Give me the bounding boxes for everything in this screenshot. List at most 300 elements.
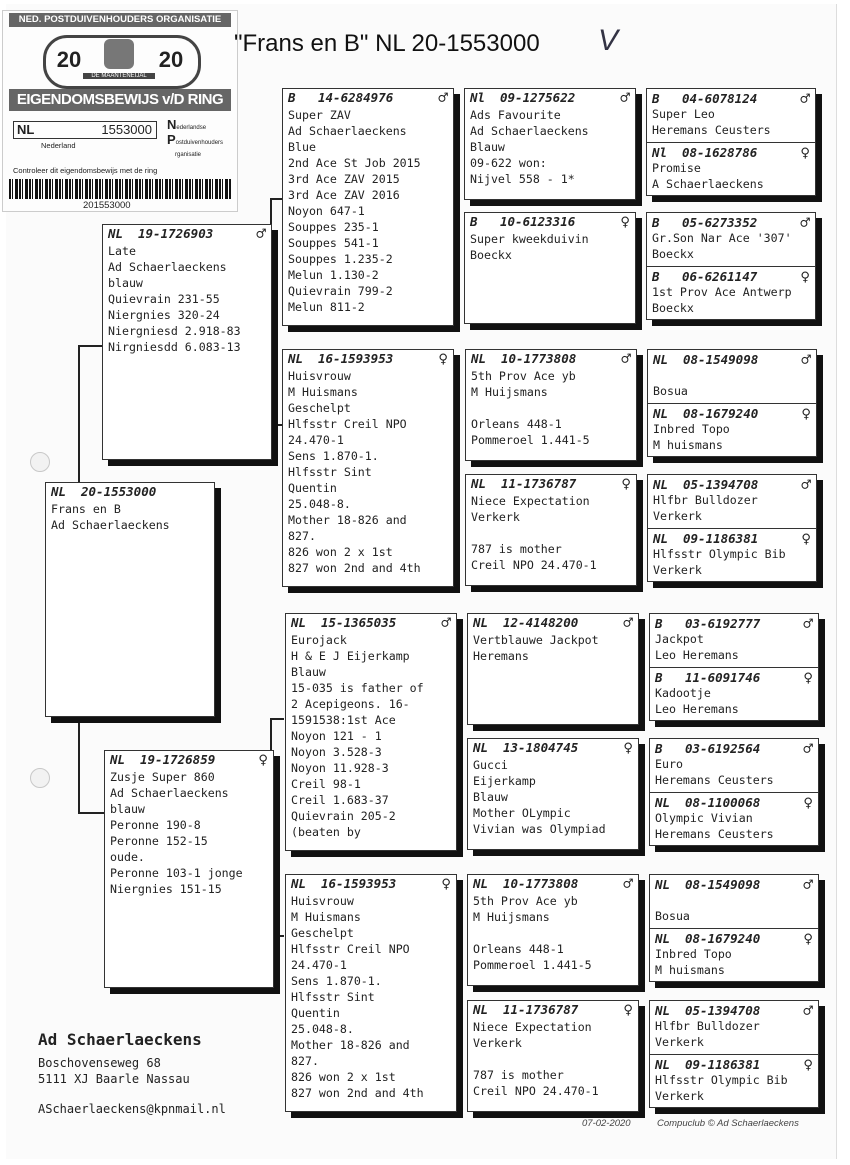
pigeon-detail-line: 1st Prov Ace Antwerp	[652, 285, 792, 299]
female-symbol-icon: ♀	[623, 1000, 633, 1019]
pigeon-detail-line: Jackpot	[655, 632, 704, 646]
pigeon-detail-line: Hlfsstr Creil NPO	[288, 417, 407, 431]
pigeon-card-g4b[interactable]	[648, 528, 816, 579]
pigeon-detail-line: Gr.Son Nar Ace '307'	[652, 231, 792, 245]
pigeon-pair-card[interactable]	[646, 88, 816, 196]
pigeon-pair-card[interactable]	[649, 1000, 819, 1108]
pigeon-detail-line: Hlfbr Bulldozer	[653, 493, 758, 507]
pigeon-detail-line: Niece Expectation	[471, 494, 590, 508]
pigeon-header	[653, 350, 811, 368]
pigeon-header	[470, 213, 630, 231]
female-symbol-icon: ♀	[803, 792, 813, 812]
label-year-left: 20	[56, 47, 82, 72]
lion-emblem-icon	[104, 39, 134, 69]
pigeon-header	[288, 350, 448, 368]
pigeon-header	[473, 875, 633, 893]
pigeon-detail-line: Ad Schaerlaeckens	[51, 518, 170, 532]
ring-number: 14-6284976	[318, 90, 394, 105]
ring-number: 11-6091746	[685, 669, 761, 685]
country-code: NL	[473, 740, 489, 755]
pigeon-detail-line	[473, 1051, 633, 1067]
pigeon-detail-line: Euro	[655, 757, 683, 771]
pigeon-header	[655, 793, 813, 811]
ring-number: 05-1394708	[683, 476, 759, 492]
pigeon-detail-line: Souppes 1.235-2	[288, 252, 393, 266]
pigeon-detail-line: Eurojack	[291, 633, 347, 647]
pigeon-detail-line: Blue	[288, 140, 316, 154]
ring-ownership-label	[2, 10, 238, 212]
pigeon-card-g3a[interactable]	[648, 350, 816, 400]
country-code: NL	[288, 351, 304, 366]
pigeon-detail-line: Huisvrouw	[291, 894, 354, 908]
pigeon-detail-line: Quievrain 205-2	[291, 809, 396, 823]
pigeon-header	[110, 751, 268, 769]
male-symbol-icon: ♂	[803, 1000, 813, 1020]
pigeon-card-dsd[interactable]	[467, 738, 639, 850]
pigeon-header	[655, 614, 813, 632]
pigeon-detail-line: Creil NPO 24.470-1	[471, 558, 597, 572]
male-symbol-icon: ♂	[800, 212, 810, 232]
pigeon-header	[473, 1001, 633, 1019]
pigeon-detail-line	[473, 925, 633, 941]
pigeon-detail-line: Orleans 448-1	[473, 942, 564, 956]
pigeon-detail-line: Heremans Ceusters	[652, 123, 771, 137]
pigeon-detail-line: Zusje Super 860	[110, 770, 215, 784]
ring-number: 10-6123316	[500, 214, 576, 229]
owner-street: Boschovenseweg 68	[38, 1056, 161, 1070]
pigeon-detail-line: Heremans Ceusters	[655, 827, 774, 841]
pigeon-pair-card[interactable]	[647, 474, 817, 582]
connector-line	[78, 345, 80, 485]
male-symbol-icon: ♂	[623, 874, 633, 893]
pigeon-detail-line: 2 Acepigeons. 16-	[291, 697, 410, 711]
female-symbol-icon: ♀	[803, 928, 813, 948]
pigeon-detail-line: Blauw	[470, 140, 505, 154]
pigeon-detail-line: Heremans Ceusters	[655, 773, 774, 787]
pigeon-detail-line: 827 won 2nd and 4th	[291, 1086, 424, 1100]
country-code: NL	[51, 484, 67, 499]
pigeon-detail-line: Sens 1.870-1.	[291, 974, 382, 988]
pigeon-header	[655, 668, 813, 686]
male-symbol-icon: ♂	[623, 613, 633, 632]
connector-line	[270, 718, 284, 720]
pigeon-header	[653, 529, 811, 547]
label-year-right: 20	[158, 47, 184, 72]
pigeon-detail-line: 787 is mother	[471, 542, 562, 556]
punch-hole	[30, 452, 50, 472]
pigeon-card-g2a[interactable]	[647, 213, 815, 263]
country-code: B	[652, 268, 660, 284]
country-code: B	[470, 214, 478, 229]
pigeon-detail-line: Noyon 3.528-3	[291, 745, 382, 759]
pigeon-header	[471, 475, 631, 493]
female-symbol-icon: ♀	[620, 212, 630, 231]
pigeon-card-g7a[interactable]	[650, 875, 818, 925]
pigeon-detail-line: Niergnies 151-15	[110, 882, 222, 896]
ring-number: 09-1186381	[685, 1056, 761, 1072]
pigeon-detail-line: Quievrain 231-55	[108, 292, 220, 306]
connector-line	[78, 718, 80, 813]
owner-block	[38, 1030, 226, 1117]
pigeon-card-g1b[interactable]	[647, 142, 815, 193]
pigeon-detail-line: Blauw	[291, 665, 326, 679]
pigeon-detail-line: Olympic Vivian	[655, 811, 753, 825]
country-code: B	[655, 740, 663, 756]
pigeon-detail-line	[471, 400, 631, 416]
ring-number: 16-1593953	[318, 351, 394, 366]
ring-number: 08-1679240	[683, 405, 759, 421]
pigeon-detail-line: Frans en B	[51, 502, 121, 516]
pigeon-detail-line: oude.	[110, 850, 145, 864]
pigeon-detail-line: Boeckx	[652, 247, 694, 261]
pigeon-detail-line: Pommeroel 1.441-5	[471, 433, 590, 447]
pigeon-detail-line: Hlfsstr Sint	[288, 465, 372, 479]
pigeon-card-dam[interactable]	[104, 750, 274, 988]
pigeon-detail-line: Vivian was Olympiad	[473, 822, 606, 836]
owner-email[interactable]: ASchaerlaeckens@kpnmail.nl	[38, 1102, 226, 1116]
pigeon-header	[653, 475, 811, 493]
country-code: B	[655, 669, 663, 685]
pigeon-card-ssd[interactable]	[464, 212, 636, 324]
pigeon-detail-line: 3rd Ace ZAV 2015	[288, 172, 400, 186]
pigeon-detail-line: Super Leo	[652, 107, 715, 121]
pigeon-detail-line: (beaten by	[291, 825, 361, 839]
pigeon-detail-line: Blauw	[473, 790, 508, 804]
female-symbol-icon: ♀	[438, 349, 448, 368]
pigeon-detail-line: Promise	[652, 161, 701, 175]
pigeon-header	[291, 875, 451, 893]
male-symbol-icon: ♂	[441, 613, 451, 632]
pigeon-header	[652, 267, 810, 285]
ring-number: 11-1736787	[503, 1002, 579, 1017]
female-symbol-icon: ♀	[258, 750, 268, 769]
page-title: "Frans en B" NL 20-1553000	[234, 30, 540, 57]
pigeon-card-g4a[interactable]	[648, 475, 816, 525]
pigeon-detail-line: Boeckx	[470, 248, 512, 262]
pigeon-card-dss[interactable]	[467, 613, 639, 725]
pigeon-detail-line: Hlfsstr Olympic Bib	[655, 1073, 788, 1087]
pigeon-detail-line: Ad Schaerlaeckens	[470, 124, 589, 138]
pigeon-card-g8b[interactable]	[650, 1054, 818, 1105]
pigeon-card-g5a[interactable]	[650, 614, 818, 664]
pigeon-pair-card[interactable]	[649, 613, 819, 721]
pigeon-detail-line: Peronne 190-8	[110, 818, 201, 832]
ring-number: 08-1549098	[685, 876, 761, 892]
country-code: B	[652, 214, 660, 230]
pigeon-detail-line: Verkerk	[653, 509, 702, 523]
pigeon-detail-line: 3rd Ace ZAV 2016	[288, 188, 400, 202]
pigeon-detail-line	[655, 893, 813, 909]
pigeon-detail-line: Peronne 103-1 jonge	[110, 866, 243, 880]
pigeon-detail-line: 826 won 2 x 1st	[291, 1070, 396, 1084]
male-symbol-icon: ♂	[803, 613, 813, 633]
pigeon-detail-line: Niergnies 320-24	[108, 308, 220, 322]
ring-number: 09-1275622	[500, 90, 576, 105]
pigeon-detail-line: Eijerkamp	[473, 774, 536, 788]
pigeon-detail-line: Bosua	[653, 384, 688, 398]
pigeon-detail-line: 25.048-8.	[291, 1022, 354, 1036]
pigeon-card-sdd[interactable]	[465, 474, 637, 586]
pigeon-header	[655, 739, 813, 757]
pigeon-detail-line: Hlfsstr Creil NPO	[291, 942, 410, 956]
pigeon-card-subject[interactable]	[45, 482, 215, 717]
pigeon-detail-line: Pommeroel 1.441-5	[473, 958, 592, 972]
ring-number: 10-1773808	[501, 351, 577, 366]
ring-number: 03-6192564	[685, 740, 761, 756]
ring-number: 13-1804745	[503, 740, 579, 755]
male-symbol-icon: ♂	[801, 474, 811, 494]
pigeon-detail-line: A Schaerlaeckens	[652, 177, 764, 191]
pigeon-detail-line: Souppes 235-1	[288, 220, 379, 234]
pigeon-detail-line: blauw	[108, 276, 143, 290]
pigeon-detail-line: H & E J Eijerkamp	[291, 649, 410, 663]
ring-number: 08-1628786	[682, 144, 758, 160]
pigeon-detail-line: Noyon 121 - 1	[291, 729, 382, 743]
ring-number: 05-1394708	[685, 1002, 761, 1018]
country-code: B	[655, 615, 663, 631]
pigeon-header	[51, 483, 209, 501]
pigeon-detail-line	[471, 525, 631, 541]
pigeon-header	[655, 929, 813, 947]
pigeon-detail-line: Orleans 448-1	[471, 417, 562, 431]
connector-line	[78, 812, 104, 814]
pigeon-card-g2b[interactable]	[647, 266, 815, 317]
connector-line	[78, 345, 102, 347]
pigeon-detail-line: Nirgniesdd 6.083-13	[108, 340, 241, 354]
female-symbol-icon: ♀	[800, 142, 810, 162]
pigeon-detail-line: blauw	[110, 802, 145, 816]
pigeon-detail-line: 09-622 won:	[470, 156, 547, 170]
label-nederland: Nederland	[41, 141, 76, 150]
pigeon-detail-line: M huismans	[655, 963, 725, 977]
pigeon-header	[652, 213, 810, 231]
pigeon-detail-line: Mother 18-826 and	[288, 513, 407, 527]
pigeon-card-g6b[interactable]	[650, 792, 818, 843]
pigeon-detail-line: Creil NPO 24.470-1	[473, 1084, 599, 1098]
pigeon-detail-line: Verkerk	[471, 510, 520, 524]
pigeon-detail-line: Mother 18-826 and	[291, 1038, 410, 1052]
pigeon-card-dds[interactable]	[467, 874, 639, 986]
owner-city: 5111 XJ Baarle Nassau	[38, 1072, 190, 1086]
ring-number: 06-6261147	[682, 268, 758, 284]
label-number: 1553000	[101, 122, 152, 137]
label-npo-letters: Nederlandse Postduivenhouders rganisatie	[167, 117, 224, 158]
pigeon-detail-line: Noyon 647-1	[288, 204, 365, 218]
owner-name: Ad Schaerlaeckens	[38, 1030, 202, 1049]
pigeon-header	[473, 614, 633, 632]
label-org: NED. POSTDUIVENHOUDERS ORGANISATIE	[9, 13, 231, 27]
ring-number: 05-6273352	[682, 214, 758, 230]
label-control: Controleer dit eigendomsbewijs met de ring	[13, 166, 158, 175]
pigeon-card-sire[interactable]	[102, 224, 272, 460]
pigeon-detail-line: 15-035 is father of	[291, 681, 424, 695]
ring-number: 03-6192777	[685, 615, 761, 631]
pigeon-detail-line: 25.048-8.	[288, 497, 351, 511]
ring-number: 04-6078124	[682, 90, 758, 106]
ring-number: 09-1186381	[683, 530, 759, 546]
pigeon-card-g8a[interactable]	[650, 1001, 818, 1051]
pigeon-detail-line: Melun 1.130-2	[288, 268, 379, 282]
pigeon-detail-line: Nijvel 558 - 1*	[470, 172, 575, 186]
country-code: NL	[110, 752, 126, 767]
pigeon-detail-line: Quentin	[288, 481, 337, 495]
pigeon-detail-line: 827.	[291, 1054, 319, 1068]
label-ring: EIGENDOMSBEWIJS v/D RING	[9, 89, 231, 111]
pigeon-card-sire-sire[interactable]	[282, 88, 454, 326]
check-mark: V	[598, 24, 619, 57]
pigeon-detail-line: M huismans	[653, 438, 723, 452]
pigeon-header	[473, 739, 633, 757]
pigeon-detail-line: M Huijsmans	[473, 910, 550, 924]
male-symbol-icon: ♂	[438, 88, 448, 107]
pigeon-header	[470, 89, 630, 107]
pigeon-detail-line: Kadootje	[655, 686, 711, 700]
pigeon-detail-line: Melun 811-2	[288, 300, 365, 314]
country-code: NL	[653, 476, 669, 492]
male-symbol-icon: ♂	[800, 88, 810, 108]
pigeon-detail-line: Leo Heremans	[655, 648, 739, 662]
pigeon-detail-line: Geschelpt	[288, 401, 351, 415]
pigeon-detail-line: 24.470-1	[288, 433, 344, 447]
barcode	[9, 179, 231, 199]
label-country: NL	[17, 122, 35, 137]
pigeon-header	[655, 1055, 813, 1073]
country-code: NL	[471, 476, 487, 491]
pigeon-header	[471, 350, 631, 368]
female-symbol-icon: ♀	[801, 528, 811, 548]
pigeon-card-g3b[interactable]	[648, 403, 816, 454]
ring-number: 15-1365035	[321, 615, 397, 630]
pigeon-card-sire-dam[interactable]	[282, 349, 454, 587]
pigeon-header	[288, 89, 448, 107]
pigeon-detail-line: M Huismans	[291, 910, 361, 924]
ring-number: 10-1773808	[503, 876, 579, 891]
pigeon-detail-line: Hlfsstr Sint	[291, 990, 375, 1004]
pigeon-detail-line: Inbred Topo	[653, 422, 730, 436]
pigeon-detail-line: 1591538:1st Ace	[291, 713, 396, 727]
pigeon-detail-line: Verkerk	[655, 1035, 704, 1049]
pigeon-detail-line: Late	[108, 244, 136, 258]
country-code: NL	[655, 794, 671, 810]
pigeon-detail-line: Ad Schaerlaeckens	[288, 124, 407, 138]
pigeon-card-g5b[interactable]	[650, 667, 818, 718]
pigeon-detail-line: Hlfbr Bulldozer	[655, 1019, 760, 1033]
country-code: NL	[473, 615, 489, 630]
country-code: NL	[473, 876, 489, 891]
ring-number: 20-1553000	[81, 484, 157, 499]
pigeon-header	[655, 1001, 813, 1019]
ring-number: 08-1100068	[685, 794, 761, 810]
pigeon-detail-line	[653, 368, 811, 384]
country-code: NL	[653, 351, 669, 367]
ring-number: 12-4148200	[503, 615, 579, 630]
pigeon-header	[291, 614, 451, 632]
pigeon-header	[652, 143, 810, 161]
pigeon-detail-line: Quentin	[291, 1006, 340, 1020]
pigeon-detail-line: Creil 1.683-37	[291, 793, 389, 807]
pigeon-detail-line: Super kweekduivin	[470, 232, 589, 246]
country-code: NL	[473, 1002, 489, 1017]
pigeon-card-g6a[interactable]	[650, 739, 818, 789]
footer-credit: Compuclub © Ad Schaerlaeckens	[657, 1118, 799, 1129]
pigeon-detail-line: Niergniesd 2.918-83	[108, 324, 241, 338]
ring-number: 19-1726859	[140, 752, 216, 767]
female-symbol-icon: ♀	[441, 874, 451, 893]
ring-number: 11-1736787	[501, 476, 577, 491]
male-symbol-icon: ♂	[621, 349, 631, 368]
pigeon-detail-line: Verkerk	[653, 563, 702, 577]
footer-date: 07-02-2020	[582, 1118, 631, 1129]
pigeon-detail-line: Ad Schaerlaeckens	[108, 260, 227, 274]
pigeon-header	[655, 875, 813, 893]
country-code: Nl	[652, 144, 668, 160]
pigeon-pair-card[interactable]	[649, 874, 819, 982]
female-symbol-icon: ♀	[803, 1054, 813, 1074]
country-code: NL	[655, 1002, 671, 1018]
pigeon-card-sss[interactable]	[464, 88, 636, 200]
pigeon-card-ddd[interactable]	[467, 1000, 639, 1112]
pigeon-header	[653, 404, 811, 422]
pigeon-detail-line: Heremans	[473, 649, 529, 663]
female-symbol-icon: ♀	[803, 667, 813, 687]
country-code: NL	[471, 351, 487, 366]
country-code: NL	[291, 615, 307, 630]
country-code: B	[288, 90, 296, 105]
country-code: B	[652, 90, 660, 106]
pigeon-detail-line: Huisvrouw	[288, 369, 351, 383]
country-code: NL	[653, 530, 669, 546]
pigeon-card-g1a[interactable]	[647, 89, 815, 139]
pigeon-pair-card[interactable]	[649, 738, 819, 846]
pigeon-detail-line: Vertblauwe Jackpot	[473, 633, 599, 647]
ring-number: 16-1593953	[321, 876, 397, 891]
pigeon-detail-line: M Huismans	[288, 385, 358, 399]
pigeon-detail-line: 787 is mother	[473, 1068, 564, 1082]
pigeon-pair-card[interactable]	[647, 349, 817, 457]
country-code: Nl	[470, 90, 486, 105]
pigeon-detail-line: Creil 98-1	[291, 777, 361, 791]
pigeon-header	[652, 89, 810, 107]
female-symbol-icon: ♀	[623, 738, 633, 757]
pigeon-detail-line: 2nd Ace St Job 2015	[288, 156, 421, 170]
male-symbol-icon: ♂	[803, 738, 813, 758]
pigeon-pair-card[interactable]	[646, 212, 816, 320]
pigeon-detail-line: Bosua	[655, 909, 690, 923]
pigeon-card-g7b[interactable]	[650, 928, 818, 979]
barcode-number: 201553000	[83, 200, 131, 211]
pigeon-detail-line: Ads Favourite	[470, 108, 561, 122]
pigeon-card-sds[interactable]	[465, 349, 637, 461]
pigeon-detail-line: Noyon 11.928-3	[291, 761, 389, 775]
ring-number: 08-1549098	[683, 351, 759, 367]
pigeon-detail-line: 5th Prov Ace yb	[471, 369, 576, 383]
pigeon-detail-line: 24.470-1	[291, 958, 347, 972]
male-symbol-icon: ♂	[803, 874, 813, 894]
pigeon-detail-line: 826 won 2 x 1st	[288, 545, 393, 559]
label-small: DE MAANTENEIJAL	[83, 73, 155, 79]
pigeon-detail-line: Ad Schaerlaeckens	[110, 786, 229, 800]
pigeon-detail-line: Super ZAV	[288, 108, 351, 122]
ring-number: 08-1679240	[685, 930, 761, 946]
pigeon-card-dam-sire[interactable]	[285, 613, 457, 851]
male-symbol-icon: ♂	[256, 224, 266, 243]
male-symbol-icon: ♂	[801, 349, 811, 369]
pigeon-detail-line: Niece Expectation	[473, 1020, 592, 1034]
pigeon-card-dam-dam[interactable]	[285, 874, 457, 1112]
pigeon-detail-line: 827 won 2nd and 4th	[288, 561, 421, 575]
pigeon-detail-line: Geschelpt	[291, 926, 354, 940]
pigeon-detail-line: Inbred Topo	[655, 947, 732, 961]
